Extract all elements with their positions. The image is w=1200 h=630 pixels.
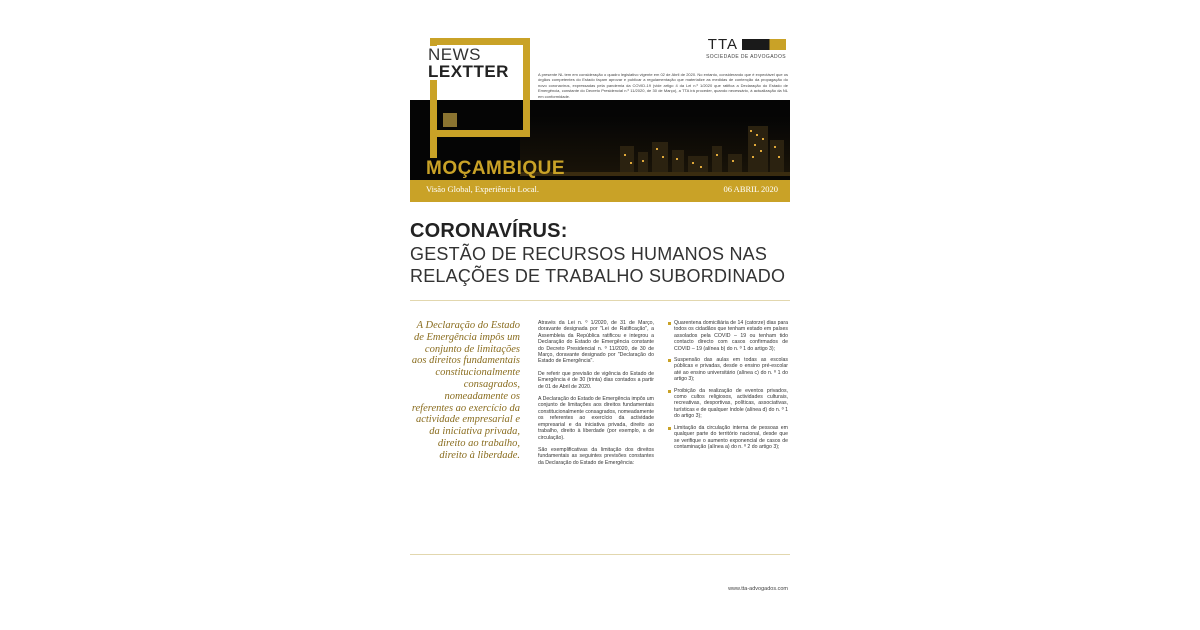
divider-bottom [410,554,790,555]
website-link[interactable]: www.tta-advogados.com [728,586,788,592]
hero-frame-right [523,100,530,130]
news-word: NEWS [428,45,481,64]
country-title: MOÇAMBIQUE [426,158,566,179]
headline [410,220,790,287]
article-column-3 [668,320,788,455]
brand-name: TTA [707,36,738,53]
headline-line-2: GESTÃO DE RECURSOS HUMANOS NAS [410,244,768,264]
paragraph: Através da Lei n. º 1/2020, de 31 de Março, doravante designada por "Lei de Ratificação", a Assembleia da República ratificou e integrou a Declaração do Estado de Emergência constante do Decreto Presidencial n. º 11/2020, de 30 de Março, doravante designado por "Declaração do Estado de Emergência". [538,320,654,365]
pull-quote: A Declaração do Estado de Emergência impôs um conjunto de limitações aos direitos fundamentais constitucionalmente consagrados, nomeadamente os referentes ao exercício da actividade empresarial e da iniciativa privada, direito ao trabalho, direito à liberdade. [411,320,520,461]
paragraph: A Declaração do Estado de Emergência impôs um conjunto de limitações aos direitos fundamentais constitucionalmente consagrados, nomeadamente os referentes ao exercício da actividade empresarial e da iniciativa privada, direito ao trabalho, direito à liberdade (por exemplo, a de circulação). [538,396,654,441]
brand-logo [706,36,786,60]
slogan: Visão Global, Experiência Local. [426,184,540,194]
intro-note: A presente NL tem em consideração o quadro legislativo vigente em 02 de Abril de 2020. No entanto, considerando que é expectável que os órgãos competentes do Estado façam aprovar e publicar a regulamentação que materialize as medidas de contenção da propagação do novo coronavírus, expressadas pela pandemia da COVID-19 (vide artigo 4 da Lei n.º 1/2020 que ratifica a Declaração do Estado de Emergência, constante do Decreto Presidencial n.º 11/2020, de 30 de Março), a TTA irá proceder, quando necessário, à actualização da NL em conformidade. [538,72,788,99]
article-column-2 [538,320,654,472]
issue-date: 06 ABRIL 2020 [723,184,778,194]
list-item: Limitação da circulação interna de pessoas em qualquer parte do território nacional, desde que se verifique o aumento exponencial de casos de contaminação (alínea a) do n. º 2 do artigo 3); [668,425,788,451]
brand-bar-icon [742,39,786,50]
list-item: Suspensão das aulas em todas as escolas públicas e privadas, desde o ensino pré-escolar até ao ensino universitário (alínea c) do n. º 1 do artigo 3); [668,357,788,383]
hero-frame-bottom [430,130,530,137]
slogan-bar [410,180,790,202]
paragraph: São exemplificativas da limitação dos direitos fundamentais as seguintes previsões constantes da Declaração do Estado de Emergência: [538,446,654,466]
hero-gold-square [443,113,457,127]
hero-frame-left [430,100,437,158]
divider-top [410,300,790,301]
newsletter-page [410,30,790,610]
list-item: Quarentena domiciliária de 14 (catorze) dias para todos os cidadãos que tenham estado em países assolados pela COVID – 19 ou tenham tido contacto directo com casos confirmados de COVID – 19 (alínea b) do n. º 1 do artigo 3); [668,320,788,352]
headline-line-1: CORONAVÍRUS: [410,220,568,242]
brand-subtitle: SOCIEDADE DE ADVOGADOS [706,54,786,60]
headline-line-3: RELAÇÕES DE TRABALHO SUBORDINADO [410,266,786,286]
newsletter-title [426,46,511,80]
list-item: Proibição da realização de eventos privados, como cultos religiosos, actividades culturais, recreativas, desportivas, políticas, associativas, turísticas e de qualquer índole (alínea d) do n. º 1 do artigo 3); [668,388,788,420]
paragraph: De referir que previsão de vigência do Estado de Emergência é de 30 (trinta) dias contados a partir de 01 de Abril de 2020. [538,370,654,390]
lextter-word: LEXTTER [428,62,509,81]
